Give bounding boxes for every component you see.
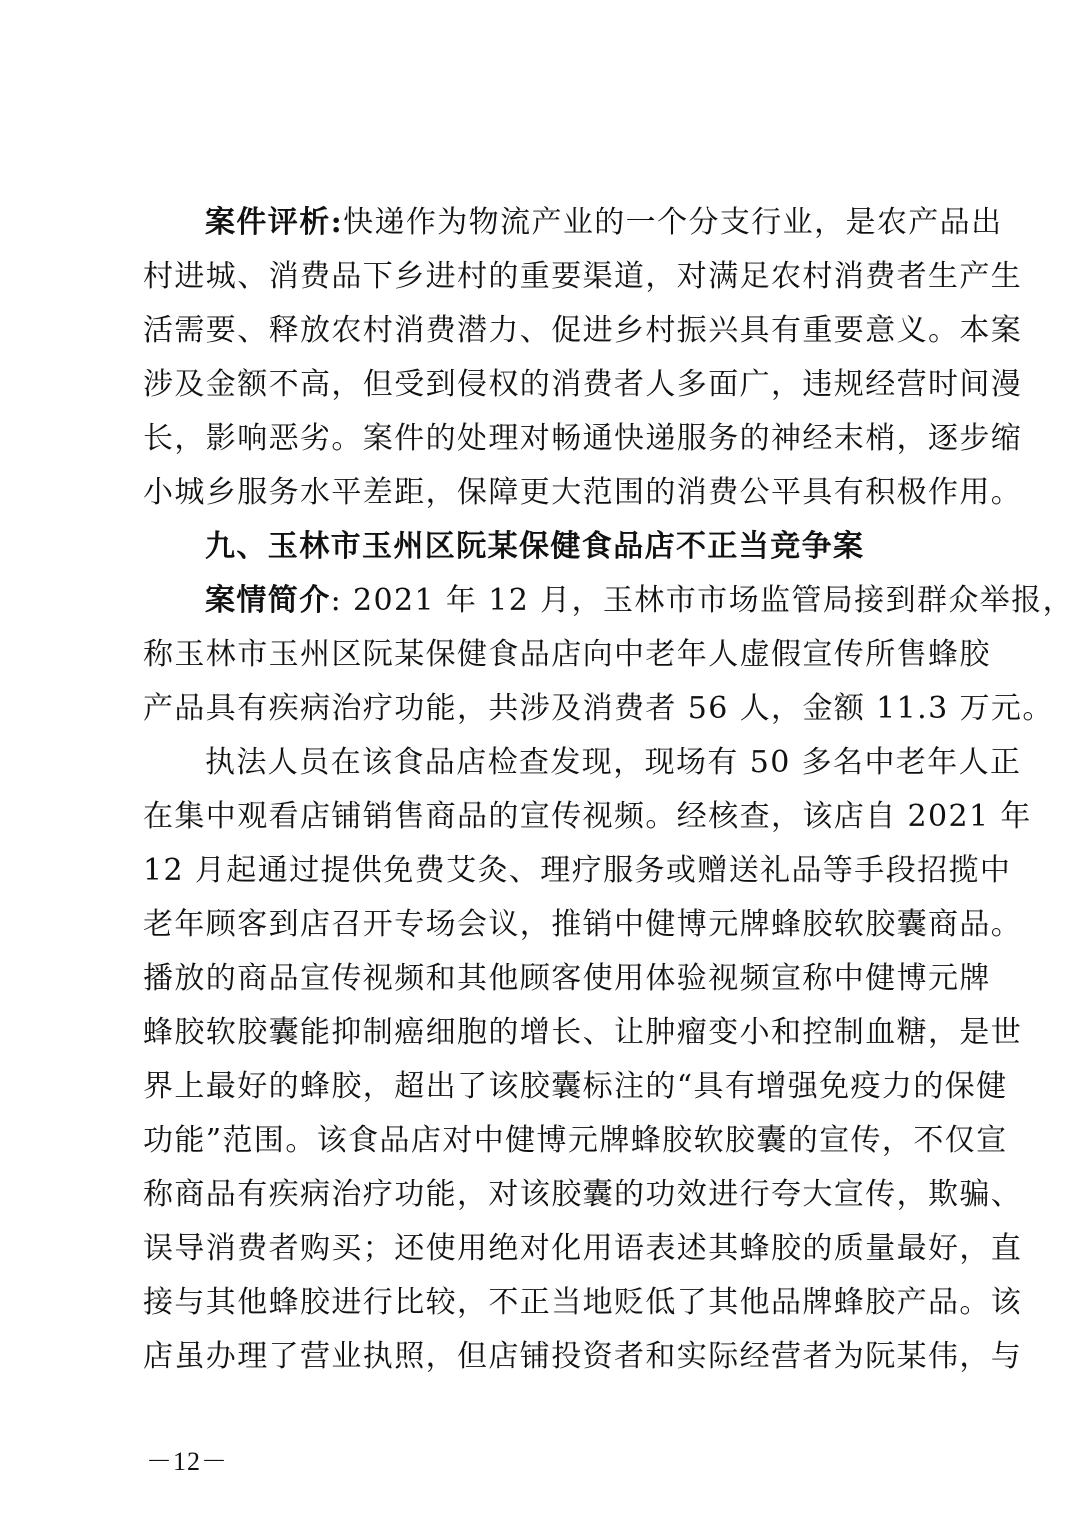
investigation-line: 功能”范围。该食品店对中健博元牌蜂胶软胶囊的宣传，不仅宣	[143, 1123, 1008, 1158]
summary-line: 产品具有疾病治疗功能，共涉及消费者 56 人，金额 11.3 万元。	[143, 691, 1054, 726]
summary-label: 案情简介	[205, 583, 331, 618]
investigation-line: 蜂胶软胶囊能抑制癌细胞的增长、让肿瘤变小和控制血糖，是世	[143, 1015, 1023, 1050]
page-number: －12－	[146, 1447, 229, 1476]
analysis-first-line	[143, 196, 1003, 250]
investigation-line: 接与其他蜂胶进行比较，不正当地贬低了其他品牌蜂胶产品。该	[143, 1285, 1023, 1320]
analysis-first-line-text: 快递作为物流产业的一个分支行业，是农产品出	[343, 205, 1003, 240]
investigation-line: 在集中观看店铺销售商品的宣传视频。经核查，该店自 2021 年	[143, 799, 1032, 834]
analysis-line: 村进城、消费品下乡进村的重要渠道，对满足农村消费者生产生	[143, 259, 1023, 294]
investigation-line: 12 月起通过提供免费艾灸、理疗服务或赠送礼品等手段招揽中	[143, 853, 1012, 888]
investigation-line: 界上最好的蜂胶，超出了该胶囊标注的“具有增强免疫力的保健	[143, 1069, 1008, 1104]
investigation-line: 称商品有疾病治疗功能，对该胶囊的功效进行夸大宣传，欺骗、	[143, 1177, 1023, 1212]
investigation-first-line: 执法人员在该食品店检查发现，现场有 50 多名中老年人正	[205, 745, 1022, 780]
investigation-line: 播放的商品宣传视频和其他顾客使用体验视频宣称中健博元牌	[143, 961, 991, 996]
analysis-line: 长，影响恶劣。案件的处理对畅通快递服务的神经末梢，逐步缩	[143, 421, 1023, 456]
section-heading: 九、玉林市玉州区阮某保健食品店不正当竞争案	[205, 529, 865, 564]
body-text	[143, 196, 1074, 1384]
investigation-line: 店虽办理了营业执照，但店铺投资者和实际经营者为阮某伟，与	[143, 1339, 1023, 1374]
investigation-line: 误导消费者购买；还使用绝对化用语表述其蜂胶的质量最好，直	[143, 1231, 1023, 1266]
analysis-line: 涉及金额不高，但受到侵权的消费者人多面广，违规经营时间漫	[143, 367, 1023, 402]
analysis-label: 案件评析:	[205, 205, 344, 240]
investigation-line: 老年顾客到店召开专场会议，推销中健博元牌蜂胶软胶囊商品。	[143, 907, 1023, 942]
analysis-line: 活需要、释放农村消费潜力、促进乡村振兴具有重要意义。本案	[143, 313, 1023, 348]
analysis-line: 小城乡服务水平差距，保障更大范围的消费公平具有积极作用。	[143, 475, 1023, 510]
summary-first-line	[143, 574, 1074, 628]
summary-first-line-text: : 2021 年 12 月，玉林市市场监管局接到群众举报，	[330, 583, 1074, 618]
summary-line: 称玉林市玉州区阮某保健食品店向中老年人虚假宣传所售蜂胶	[143, 637, 991, 672]
